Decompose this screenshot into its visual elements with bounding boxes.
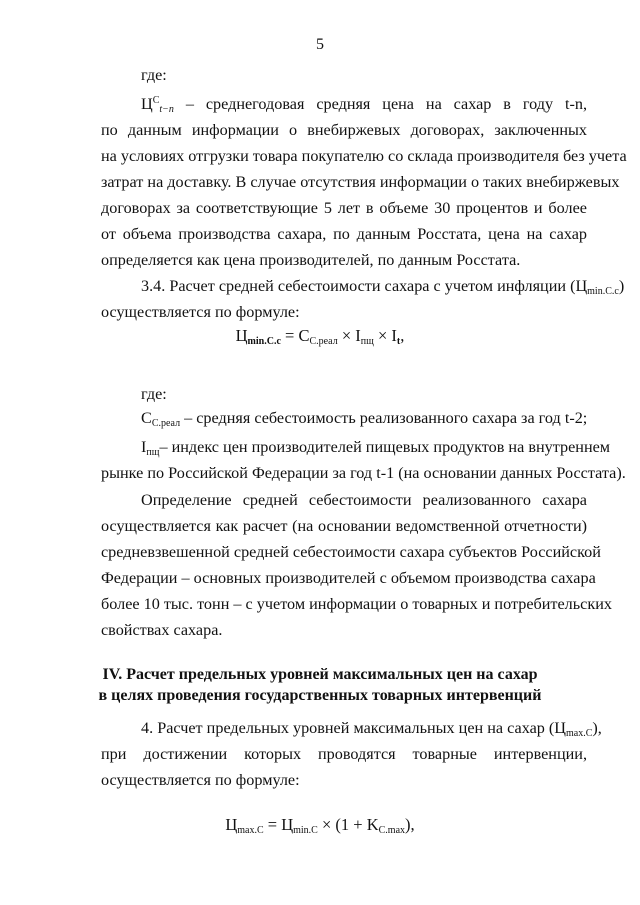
definition-cost-paragraph: Определение средней себестоимости реализованного сахара осуществляется как расчет (на основании ведомственной отчетности) средневзвешенной средней себестоимости сахара субъектов Российской Федерации – основных производителей с объемом производства сахара более 10 тыс. тонн – с учетом информации о товарных и потребительских свойствах сахара. [101,491,612,639]
page-number: 5 [316,36,324,53]
where-label-2: где: [141,385,167,403]
section-heading-iv: IV. Расчет предельных уровней максимальных цен на сахар в целях проведения государственных товарных интервенций [98,666,542,704]
formula-max-price: $Ц_{max.C} = Ц_{min.C} \times (1 + K_{C.max})$, [225,815,415,836]
definition-avg-price-first-line: $Ц^C_{t-n}$ – среднегодовая средняя цена на сахар в году t-n, [141,95,588,115]
where-label-1: где: [141,66,167,84]
definition-price-index: $I_{пщ}-$ индекс цен производителей пищевых продуктов на внутреннем рынке по Российской Федерации за год t-1 (на основании данных Росстата). [101,438,626,482]
formula-min-cost: $Ц_{min.C.c} = C_{C.реал} \times I_{пщ} \times I_t$, [235,326,405,347]
definition-cost-real: $C_{C.реал}$ – средняя себестоимость реализованного сахара за год t-2; [141,409,588,429]
section-4-paragraph: 4. Расчет предельных уровней максимальных цен на сахар $(Ц_{max.C})$, при достижении которых проводятся товарные интервенции, осуществляется по формуле: [101,719,602,789]
definition-avg-price: $Ц^C_{t-n}$ – среднегодовая средняя цена на сахар в году t-n, по данным информации о внебиржевых договорах, заключенных на условиях отгрузки товара покупателю со склада производителя без учета затрат на доставку. В случае отсутствия информации о таких внебиржевых договорах за соответствующие 5 лет в объеме 30 процентов и более от объема производства сахара, по данным Росстата, цена на сахар определяется как цена производителей, по данным Росстата. [101,91,587,273]
section-3-4-paragraph: 3.4. Расчет средней себестоимости сахара с учетом инфляции $(Ц_{min.C.c})$ осуществляется по формуле: [101,277,625,321]
